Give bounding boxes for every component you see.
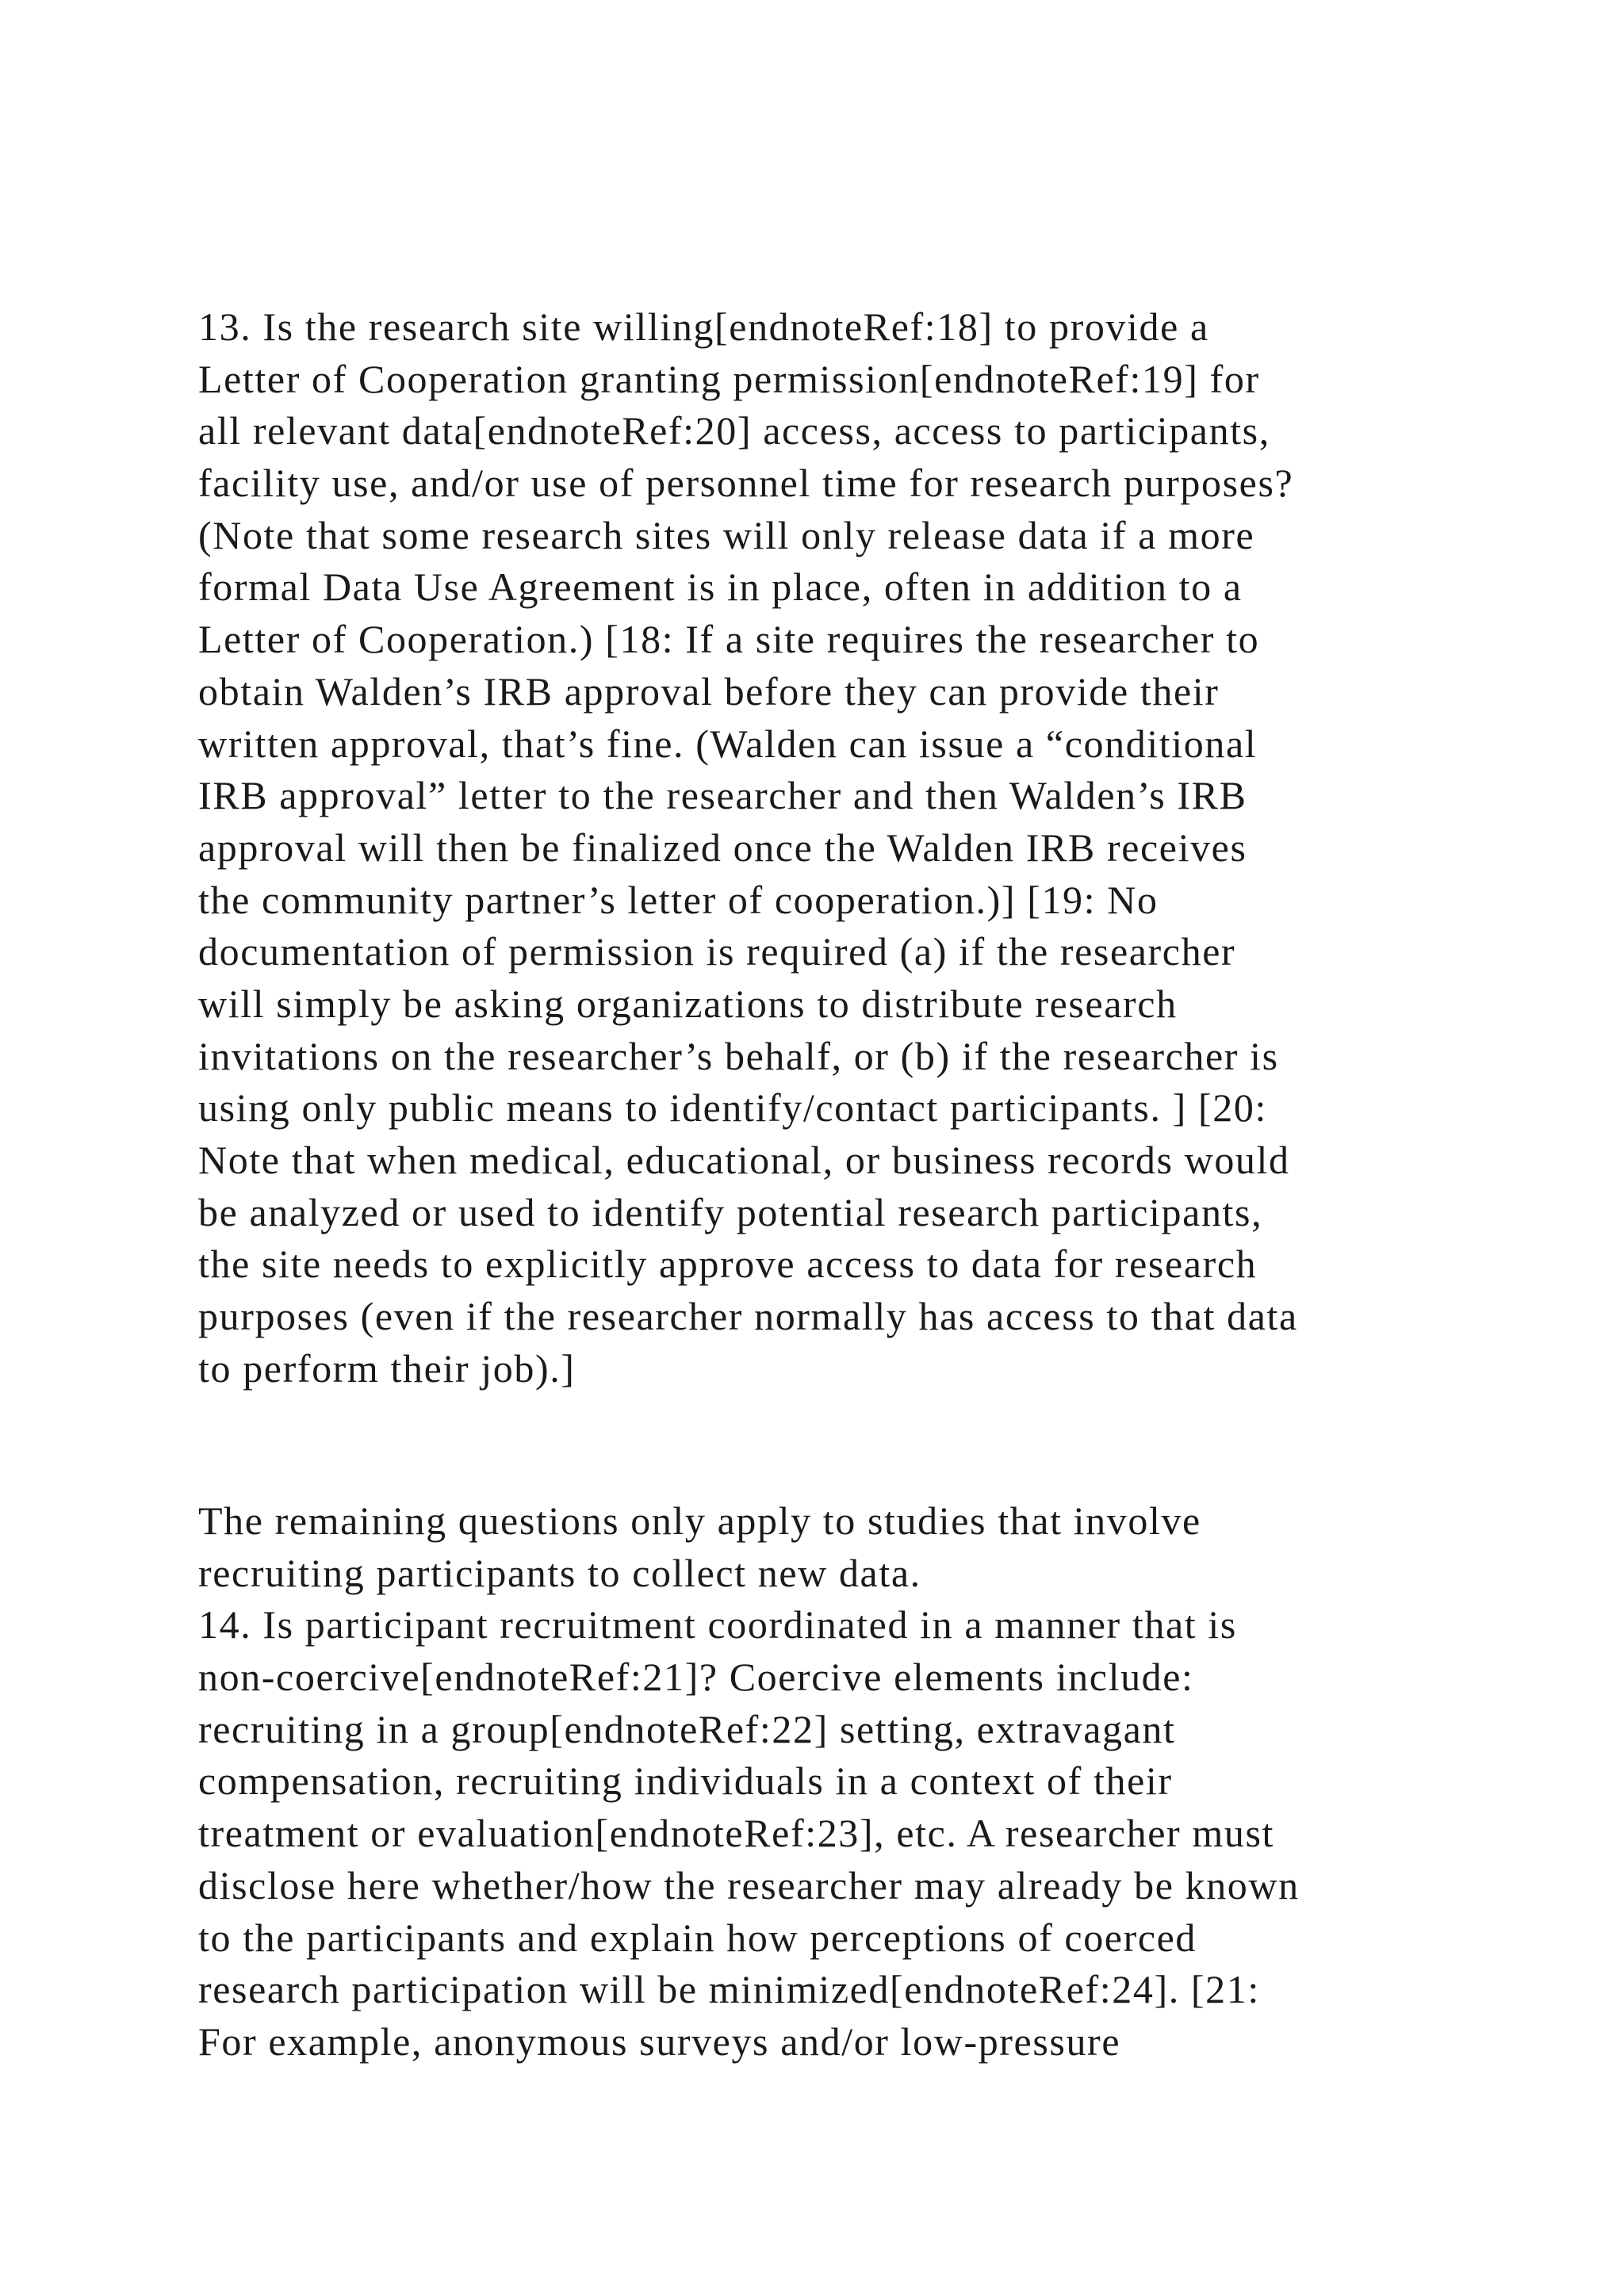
text-line: all relevant data[endnoteRef:20] access, access to participants, bbox=[198, 408, 1270, 453]
text-line: IRB approval” letter to the researcher and then Walden’s IRB bbox=[198, 773, 1247, 818]
text-line: disclose here whether/how the researcher may already be known bbox=[198, 1862, 1300, 1908]
text-line: the community partner’s letter of cooperation.)] [19: No bbox=[198, 877, 1159, 922]
text-line: For example, anonymous surveys and/or low-pressure bbox=[198, 2019, 1121, 2064]
text-line: documentation of permission is required (a) if the researcher bbox=[198, 929, 1236, 974]
text-line: The remaining questions only apply to studies that involve bbox=[198, 1498, 1201, 1543]
question-14-paragraph bbox=[198, 1495, 1300, 2068]
text-line: the site needs to explicitly approve access to data for research bbox=[198, 1242, 1258, 1287]
text-line: research participation will be minimized[endnoteRef:24]. [21: bbox=[198, 1967, 1260, 2012]
text-line: facility use, and/or use of personnel time for research purposes? bbox=[198, 461, 1294, 506]
text-line: will simply be asking organizations to distribute research bbox=[198, 981, 1178, 1026]
text-line: purposes (even if the researcher normally has access to that data bbox=[198, 1294, 1298, 1339]
text-line: obtain Walden’s IRB approval before they can provide their bbox=[198, 668, 1220, 714]
text-line: to the participants and explain how perceptions of coerced bbox=[198, 1915, 1197, 1960]
text-line: (Note that some research sites will only release data if a more bbox=[198, 512, 1255, 557]
text-line: invitations on the researcher’s behalf, or (b) if the researcher is bbox=[198, 1033, 1279, 1078]
text-line: be analyzed or used to identify potential research participants, bbox=[198, 1189, 1263, 1234]
text-line: formal Data Use Agreement is in place, often in addition to a bbox=[198, 564, 1243, 610]
text-line: Letter of Cooperation.) [18: If a site requires the researcher to bbox=[198, 617, 1260, 662]
text-line: non-coercive[endnoteRef:21]? Coercive elements include: bbox=[198, 1655, 1194, 1700]
text-line: compensation, recruiting individuals in a context of their bbox=[198, 1758, 1173, 1804]
text-line: approval will then be finalized once the Walden IRB receives bbox=[198, 825, 1247, 870]
text-line: written approval, that’s fine. (Walden can issue a “conditional bbox=[198, 721, 1258, 766]
text-line: 14. Is participant recruitment coordinated in a manner that is bbox=[198, 1602, 1237, 1647]
text-line: using only public means to identify/contact participants. ] [20: bbox=[198, 1085, 1267, 1131]
text-line: recruiting in a group[endnoteRef:22] setting, extravagant bbox=[198, 1706, 1176, 1751]
text-line: treatment or evaluation[endnoteRef:23], etc. A researcher must bbox=[198, 1811, 1275, 1856]
text-line: to perform their job).] bbox=[198, 1345, 576, 1391]
text-line: Note that when medical, educational, or business records would bbox=[198, 1138, 1290, 1182]
question-13-paragraph bbox=[198, 301, 1298, 1395]
text-line: 13. Is the research site willing[endnoteRef:18] to provide a bbox=[198, 304, 1209, 349]
text-line: recruiting participants to collect new data. bbox=[198, 1550, 921, 1595]
text-line: Letter of Cooperation granting permission[endnoteRef:19] for bbox=[198, 356, 1260, 401]
